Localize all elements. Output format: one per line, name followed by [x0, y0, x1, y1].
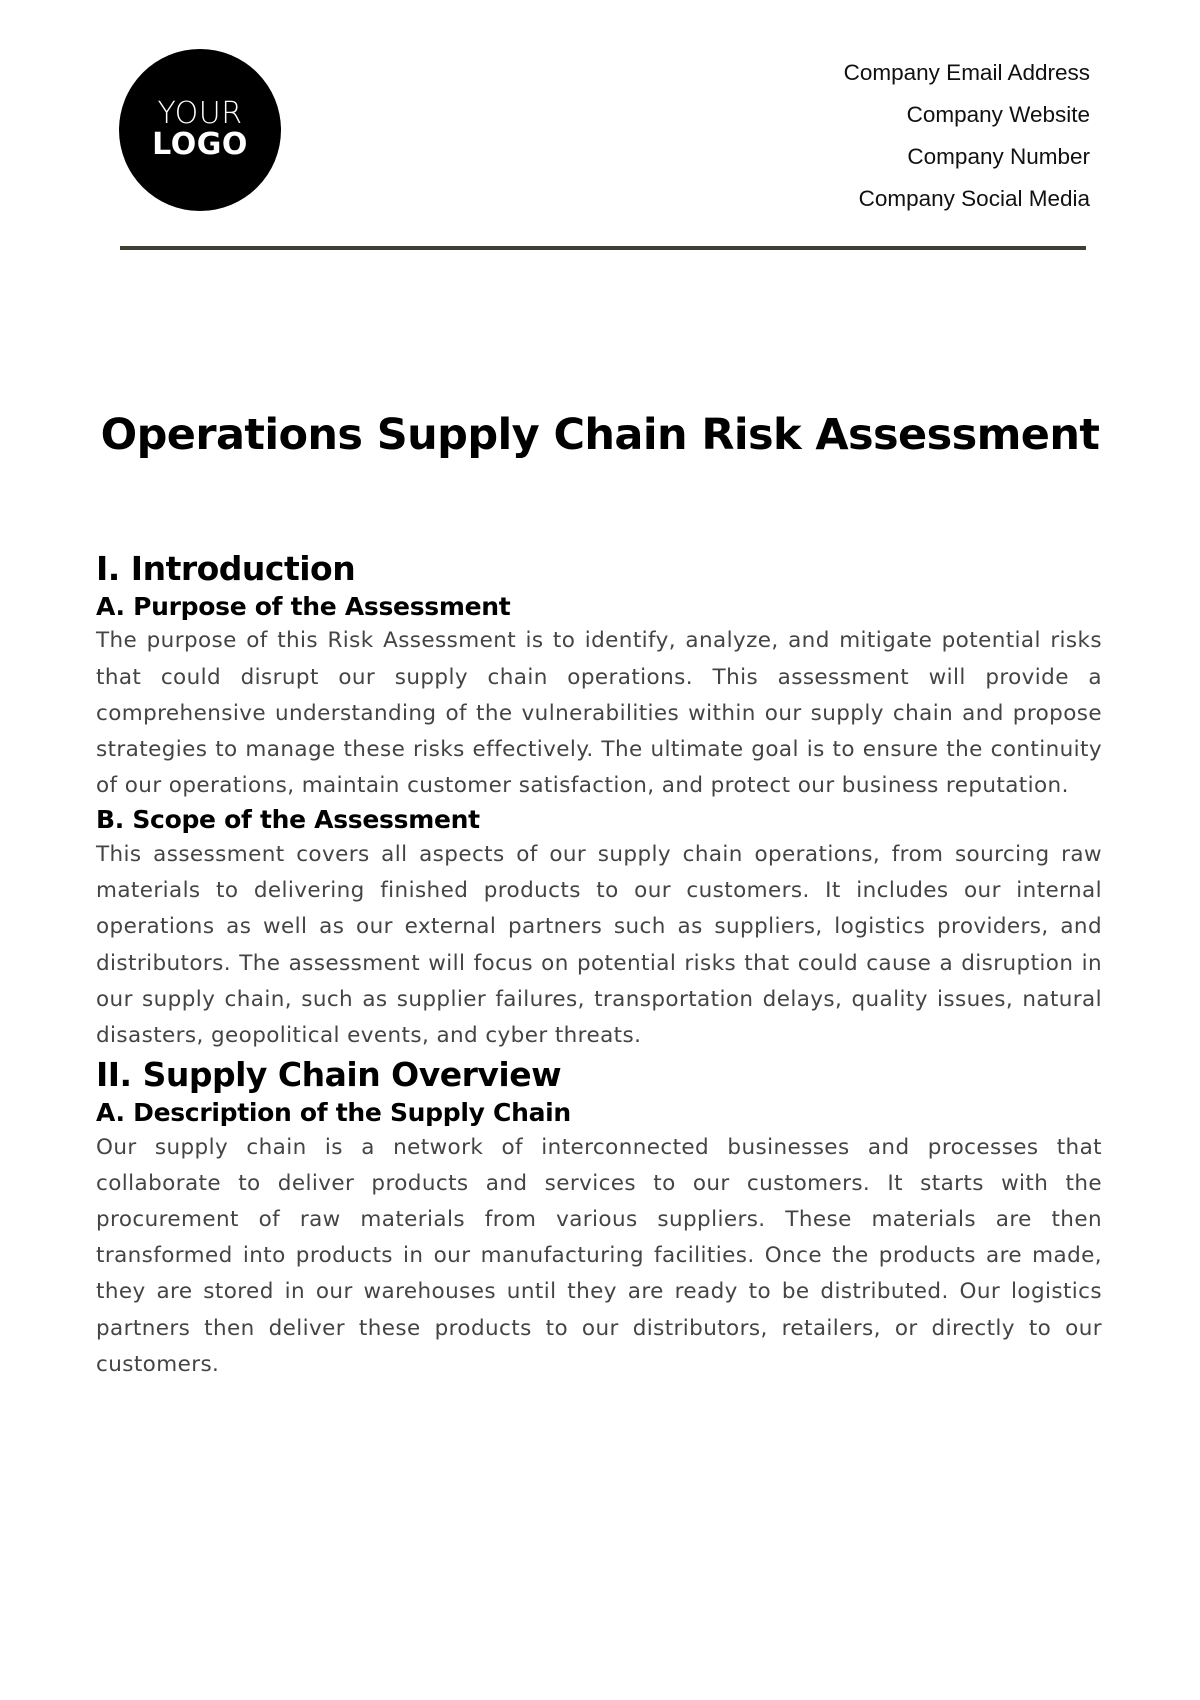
document-body [96, 548, 1102, 1383]
company-contact-block [844, 52, 1090, 220]
subsection-heading-description: A. Description of the Supply Chain [96, 1098, 571, 1128]
company-social-media: Company Social Media [858, 186, 1090, 211]
paragraph-description: Our supply chain is a network of interconnected businesses and processes that collaborate to deliver products and services to our customers. It starts with the procurement of raw materials from various suppliers. These materials are then transformed into products in our manufacturing facilities. Once the products are made, they are stored in our warehouses until they are ready to be distributed. Our logistics partners then deliver these products to our distributors, retailers, or directly to our customers. [96, 1134, 1102, 1377]
subsection-heading-purpose: A. Purpose of the Assessment [96, 591, 511, 621]
subsection-heading-scope: B. Scope of the Assessment [96, 805, 480, 835]
company-logo [119, 49, 281, 211]
header-divider [120, 246, 1086, 250]
logo-text-top: YOUR [157, 96, 243, 132]
section-heading-introduction: I. Introduction [96, 549, 356, 588]
company-website: Company Website [906, 102, 1090, 127]
logo-text-bottom: LOGO [152, 127, 248, 162]
document-title: Operations Supply Chain Risk Assessment [100, 410, 1100, 460]
company-number: Company Number [907, 144, 1090, 169]
paragraph-scope: This assessment covers all aspects of our supply chain operations, from sourcing raw materials to delivering finished products to our customers. It includes our internal operations as well as our external partners such as suppliers, logistics providers, and distributors. The assessment will focus on potential risks that could cause a disruption in our supply chain, such as supplier failures, transportation delays, quality issues, natural disasters, geopolitical events, and cyber threats. [96, 841, 1102, 1048]
paragraph-purpose: The purpose of this Risk Assessment is to identify, analyze, and mitigate potential risks that could disrupt our supply chain operations. This assessment will provide a comprehensive understanding of the vulnerabilities within our supply chain and propose strategies to manage these risks effectively. The ultimate goal is to ensure the continuity of our operations, maintain customer satisfaction, and protect our business reputation. [96, 628, 1102, 799]
company-email: Company Email Address [843, 60, 1090, 85]
section-heading-supply-chain-overview: II. Supply Chain Overview [96, 1055, 562, 1095]
